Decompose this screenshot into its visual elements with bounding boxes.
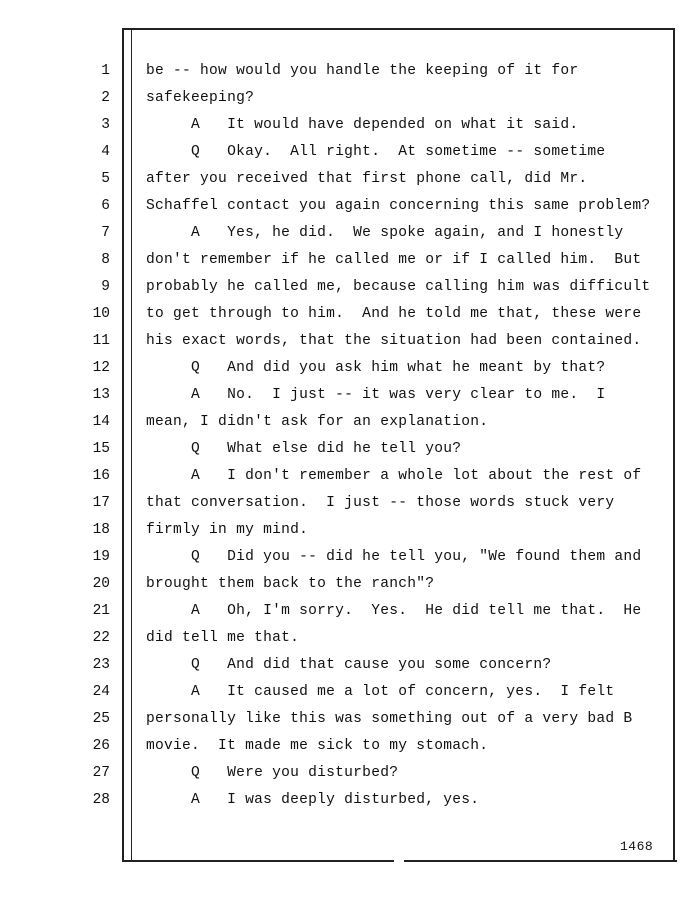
line-number: 22: [92, 630, 110, 646]
transcript-line: A I don't remember a whole lot about the rest of: [146, 468, 642, 484]
transcript-body: [146, 58, 671, 814]
line-number: 13: [92, 387, 110, 403]
transcript-line: Q And did you ask him what he meant by that?: [146, 360, 606, 376]
line-number: 1: [101, 63, 110, 79]
line-number: 24: [92, 684, 110, 700]
transcript-line: personally like this was something out of a very bad B: [146, 711, 633, 727]
transcript-line: his exact words, that the situation had been contained.: [146, 333, 642, 349]
transcript-line: A Oh, I'm sorry. Yes. He did tell me that. He: [146, 603, 642, 619]
line-number: 28: [92, 792, 110, 808]
line-number: 18: [92, 522, 110, 538]
bottom-rule-right: [404, 860, 677, 862]
transcript-line: Q Were you disturbed?: [146, 765, 399, 781]
line-number: 7: [101, 225, 110, 241]
transcript-line: Q Okay. All right. At sometime -- sometime: [146, 144, 606, 160]
line-number: 23: [92, 657, 110, 673]
margin-rule: [131, 28, 132, 860]
line-number: 21: [92, 603, 110, 619]
line-number: 11: [92, 333, 110, 349]
transcript-line: safekeeping?: [146, 90, 255, 106]
transcript-line: Schaffel contact you again concerning this same problem?: [146, 198, 651, 214]
transcript-line: firmly in my mind.: [146, 522, 309, 538]
line-number: 4: [101, 144, 110, 160]
transcript-line: A It would have depended on what it said.: [146, 117, 579, 133]
line-number: 20: [92, 576, 110, 592]
transcript-line: be -- how would you handle the keeping of it for: [146, 63, 579, 79]
transcript-line: that conversation. I just -- those words stuck very: [146, 495, 615, 511]
line-number: 19: [92, 549, 110, 565]
transcript-line: Q And did that cause you some concern?: [146, 657, 552, 673]
line-number: 5: [101, 171, 110, 187]
page-number: 1468: [620, 839, 654, 854]
transcript-line: mean, I didn't ask for an explanation.: [146, 414, 489, 430]
line-number-column: [76, 58, 110, 814]
line-number: 2: [101, 90, 110, 106]
transcript-line: don't remember if he called me or if I called him. But: [146, 252, 642, 268]
transcript-line: probably he called me, because calling him was difficult: [146, 279, 651, 295]
line-number: 9: [101, 279, 110, 295]
line-number: 8: [101, 252, 110, 268]
transcript-line: after you received that first phone call, did Mr.: [146, 171, 588, 187]
line-number: 26: [92, 738, 110, 754]
transcript-line: Q What else did he tell you?: [146, 441, 462, 457]
line-number: 25: [92, 711, 110, 727]
transcript-line: A Yes, he did. We spoke again, and I honestly: [146, 225, 624, 241]
line-number: 6: [101, 198, 110, 214]
line-number: 16: [92, 468, 110, 484]
line-number: 12: [92, 360, 110, 376]
line-number: 17: [92, 495, 110, 511]
transcript-line: did tell me that.: [146, 630, 300, 646]
line-number: 15: [92, 441, 110, 457]
line-number: 27: [92, 765, 110, 781]
transcript-line: A It caused me a lot of concern, yes. I felt: [146, 684, 615, 700]
transcript-line: to get through to him. And he told me that, these were: [146, 306, 642, 322]
transcript-line: Q Did you -- did he tell you, "We found them and: [146, 549, 642, 565]
line-number: 10: [92, 306, 110, 322]
line-number: 3: [101, 117, 110, 133]
transcript-line: movie. It made me sick to my stomach.: [146, 738, 489, 754]
line-number: 14: [92, 414, 110, 430]
transcript-line: A I was deeply disturbed, yes.: [146, 792, 480, 808]
bottom-rule-left: [122, 860, 394, 862]
transcript-line: A No. I just -- it was very clear to me. I: [146, 387, 606, 403]
transcript-line: brought them back to the ranch"?: [146, 576, 435, 592]
